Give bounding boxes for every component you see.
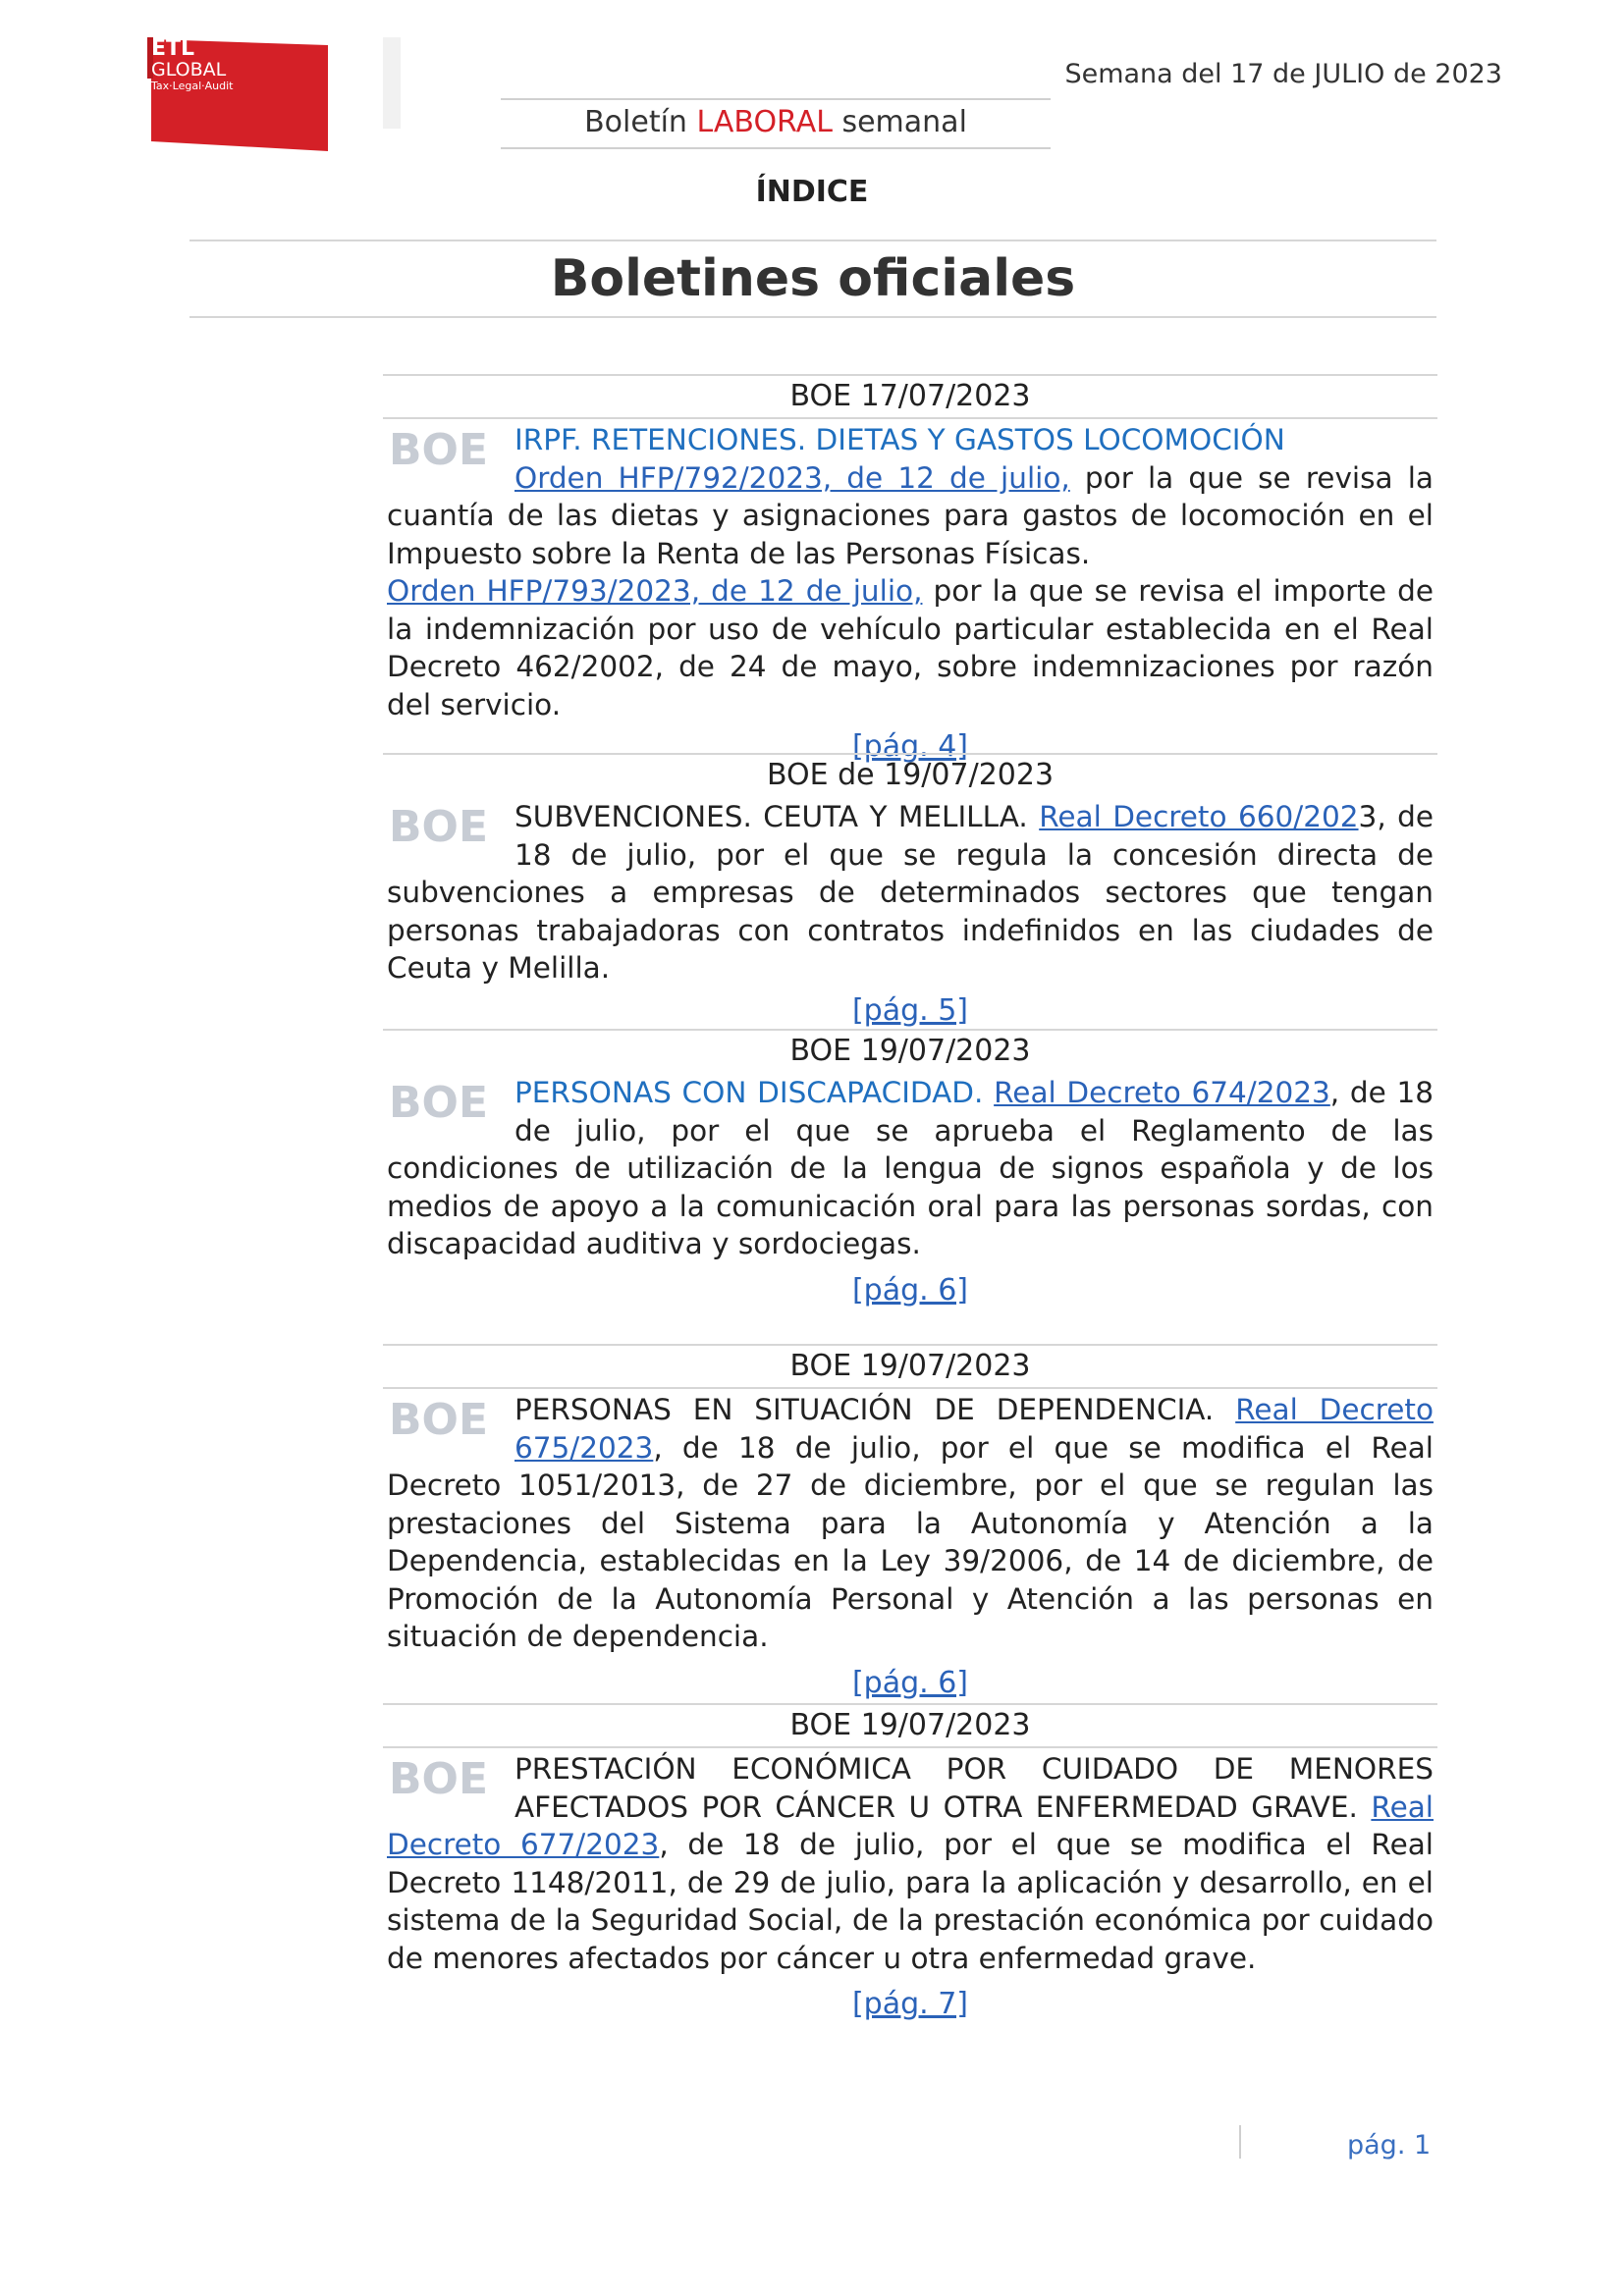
entry-date: BOE 19/07/2023 [383,1344,1437,1389]
entry-body [383,1072,1437,1263]
svg-text:BOE: BOE [389,425,488,470]
entry-body [383,1389,1437,1656]
entry-title: SUBVENCIONES. CEUTA Y MELILLA. [514,800,1040,833]
page-link[interactable]: [pág. 4] [851,729,969,764]
entry-text-1: 3, de 18 de julio, por el que se regula la concesión directa de subvenciones a empresas de determinados sectores que tengan personas trabajadoras con contratos indefinidos en las ciudades de Ceuta y Melilla. [387,800,1435,985]
entry-link-1[interactable]: Real Decreto 674/2023 [994,1076,1330,1109]
entry-5 [383,1703,1437,2026]
boe-icon [387,1754,495,1799]
logo-text-etl: ETL [151,36,195,61]
logo-text-global: GLOBAL [151,59,227,80]
entry-body [383,1748,1437,1977]
svg-text:BOE: BOE [389,802,488,847]
boe-icon [387,425,495,470]
entry-date: BOE 19/07/2023 [383,1029,1437,1072]
entry-link-1[interactable]: Real Decreto 675/2023 [514,1393,1434,1465]
entry-date: BOE 19/07/2023 [383,1703,1437,1748]
entry-link-1[interactable]: Orden HFP/792/2023, de 12 de julio, [514,460,1070,495]
svg-text:BOE: BOE [389,1395,488,1440]
entry-date: BOE 17/07/2023 [383,374,1437,419]
boe-icon [387,802,495,847]
entry-1 [383,374,1437,769]
bulletin-title-post: semanal [832,105,967,139]
page-link[interactable]: [pág. 6] [851,1272,969,1308]
entry-title: PRESTACIÓN ECONÓMICA POR CUIDADO DE MENORES AFECTADOS POR CÁNCER U OTRA ENFERMEDAD GRAVE. [514,1752,1434,1824]
section-title: Boletines oficiales [189,240,1436,318]
bulletin-title-laboral: LABORAL [696,105,833,139]
entry-date: BOE de 19/07/2023 [383,753,1437,796]
entry-text-1: , de 18 de julio, por el que se modifica el Real Decreto 1051/2013, de 27 de diciembre, por el que se regulan las prestaciones del Sistema para la Autonomía y Atención a la Dependencia, establecidas en la Ley 39/2006, de 14 de diciembre, de Promoción de la Autonomía Personal y Atención a las personas en situación de dependencia. [387,1430,1434,1653]
entry-link-1[interactable]: Real Decreto 677/2023 [387,1789,1434,1861]
entry-2 [383,753,1437,1033]
boe-icon [387,1395,495,1440]
entry-title: IRPF. RETENCIONES. DIETAS Y GASTOS LOCOMOCIÓN [514,423,1285,456]
page-link[interactable]: [pág. 7] [851,1987,969,2021]
entry-body [383,796,1437,988]
page-link[interactable]: [pág. 6] [851,1665,969,1700]
page-link[interactable]: [pág. 5] [851,992,969,1028]
entry-text-1: por la que se revisa la cuantía de las dietas y asignaciones para gastos de locomoción en el Impuesto sobre la Renta de las Personas Físicas. [387,460,1434,570]
entry-4 [383,1344,1437,1705]
bulletin-title-pre: Boletín [584,105,697,139]
page-number: pág. 1 [1347,2130,1432,2161]
entry-title: PERSONAS EN SITUACIÓN DE DEPENDENCIA. [514,1393,1236,1426]
week-label: Semana del 17 de JULIO de 2023 [1064,59,1502,89]
bulletin-title [501,98,1051,149]
boe-icon [387,1078,495,1123]
entry-text-1: , de 18 de julio, por el que se modifica el Real Decreto 1148/2011, de 29 de julio, para la aplicación y desarrollo, en el sistema de la Seguridad Social, de la prestación económica por cuidado de menores afectados por cáncer u otra enfermedad grave. [387,1828,1434,1975]
entry-link-1[interactable]: Real Decreto 660/202 [1039,800,1359,833]
etl-global-logo [147,35,403,153]
entry-title: PERSONAS CON DISCAPACIDAD. [514,1076,995,1109]
entry-3 [383,1029,1437,1312]
svg-text:BOE: BOE [389,1754,488,1799]
index-heading: ÍNDICE [755,175,869,209]
entry-body [383,419,1437,723]
logo-text-tagline: Tax·Legal·Audit [151,80,234,92]
svg-text:BOE: BOE [389,1078,488,1123]
footer-divider [1239,2125,1241,2159]
entry-link-2[interactable]: Orden HFP/793/2023, de 12 de julio, [387,574,923,608]
entry-text-2: por la que se revisa el importe de la indemnización por uso de vehículo particular establecida en el Real Decreto 462/2002, de 24 de mayo, sobre indemnizaciones por razón del servicio. [387,574,1434,721]
entry-text-1: , de 18 de julio, por el que se aprueba el Reglamento de las condiciones de utilización de la lengua de signos española y de los medios de apoyo a la comunicación oral para las personas sordas, con discapacidad auditiva y sordociegas. [387,1076,1435,1260]
